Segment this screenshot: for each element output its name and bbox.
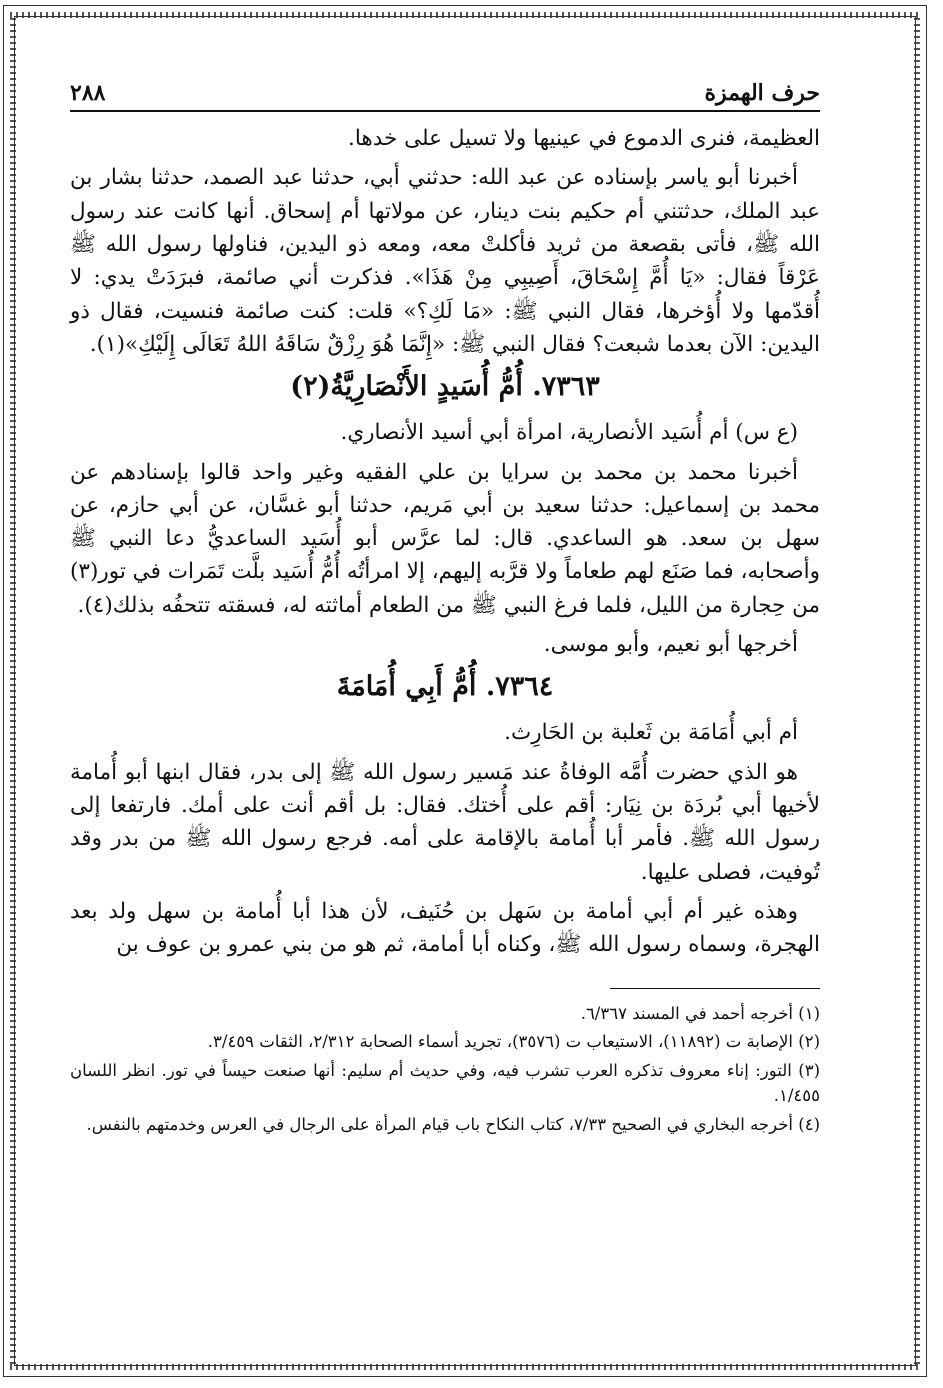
paragraph-1: العظيمة، فنرى الدموع في عينيها ولا تسيل على خدها.: [347, 126, 820, 151]
running-header: [70, 80, 820, 112]
footnote-4: (٤) أخرجه البخاري في الصحيح ٧/٣٣، كتاب النكاح باب قيام المرأة على الرجال في العرس وخدمتهم بالنفس.: [86, 1114, 820, 1134]
entry-heading-7364: ٧٣٦٤. أُمُّ أَبِي أُمَامَةَ: [336, 671, 554, 703]
paragraph-2: أخبرنا أبو ياسر بإسناده عن عبد الله: حدثني أبي، حدثنا عبد الصمد، حدثنا بشار بن عبد الملك، حدثتني أم حكيم بنت دينار، عن مولاتها أم إسحاق. أنها كانت عند رسول الله ﷺ، فأتى بقصعة من ثريد فأكلتْ معه، ومعه ذو اليدين، فناولها رسول الله ﷺ عَرْقاً فقال: «يَا أُمَّ إِسْحَاقَ، أَصِيبِي مِنْ هَذَا». فذكرت أني صائمة، فبرَدَتْ يدي: لا أُقدّمها ولا أُؤخرها، فقال النبي ﷺ: «مَا لَكِ؟» قلت: كنت صائمة فنسيت، فقال ذو اليدين: الآن بعدما شبعت؟ فقال النبي ﷺ: «إِنَّمَا هُوَ رِزْقٌ سَاقَهُ اللهُ تَعَالَى إِلَيْكِ»(١).: [70, 165, 820, 357]
entry-heading-7363: ٧٣٦٣. أُمُّ أُسَيدٍ الأَنْصَارِيَّةُ(٢): [290, 371, 600, 403]
footnote-divider: [610, 988, 820, 989]
paragraph-3: (ع س) أم أُسَيد الأنصارية، امرأة أبي أسيد الأنصاري.: [340, 420, 798, 446]
page-content: [70, 80, 820, 1140]
footnote-1: (١) أخرجه أحمد في المسند ٦/٣٦٧.: [580, 1003, 820, 1023]
footnote-3: (٣) التور: إناء معروف تذكره العرب تشرب فيه، وفي حديث أم سليم: أنها صنعت حيساً في تور. انظر اللسان ١/٤٥٥.: [70, 1060, 820, 1106]
paragraph-4: أخبرنا محمد بن محمد بن سرايا بن علي الفقيه وغير واحد قالوا بإسنادهم عن محمد بن إسماعيل: حدثنا سعيد بن أبي مَريم، حدثنا أبو غسَّان، عن أبي حازم، عن سهل بن سعد. هو الساعدي. قال: لما عرَّس أبو أُسَيد الساعديُّ دعا النبي ﷺ وأصحابه، فما صَنَع لهم طعاماً ولا قرَّبه إليهم، إلا امرأتُه أُمُّ أُسَيد بلَّت تَمَرات في تور(٣) من حِجارة من الليل، فلما فرغ النبي ﷺ من الطعام أماثته له، فسقته تتحفُه بذلك(٤).: [70, 459, 820, 618]
chapter-title: حرف الهمزة: [704, 80, 820, 106]
paragraph-8: وهذه غير أم أبي أمامة بن سَهل بن حُنَيف، لأن هذا أبا أُمامة بن سهل ولد بعد الهجرة، وسماه رسول الله ﷺ، وكناه أبا أمامة، ثم هو من بني عمرو بن عوف بن: [70, 898, 820, 958]
footnote-2: (٢) الإصابة ت (١١٨٩٢)، الاستيعاب ت (٣٥٧٦)، تجريد أسماء الصحابة ٢/٣١٢، الثقات ٣/٤٥٩.: [207, 1032, 820, 1052]
paragraph-6: أم أبي أُمَامَة بن ثَعلبة بن الحَارِث.: [504, 720, 798, 746]
footnotes: [70, 1001, 820, 1138]
paragraph-5: أخرجها أبو نعيم، وأبو موسى.: [543, 632, 798, 658]
page-number: ٢٨٨: [70, 80, 106, 106]
paragraph-7: هو الذي حضرت أُمَّه الوفاةُ عند مَسير رسول الله ﷺ إلى بدر، فقال ابنها أبو أُمامة لأخيها أبي بُردَة بن نِيَار: أقم على أُختك. فقال: بل أقم أنت على أمك. فارتفعا إلى رسول الله ﷺ. فأمر أبا أُمامة بالإقامة على أمه. فرجع رسول الله ﷺ من بدر وقد تُوفيت، فصلى عليها.: [70, 759, 820, 885]
